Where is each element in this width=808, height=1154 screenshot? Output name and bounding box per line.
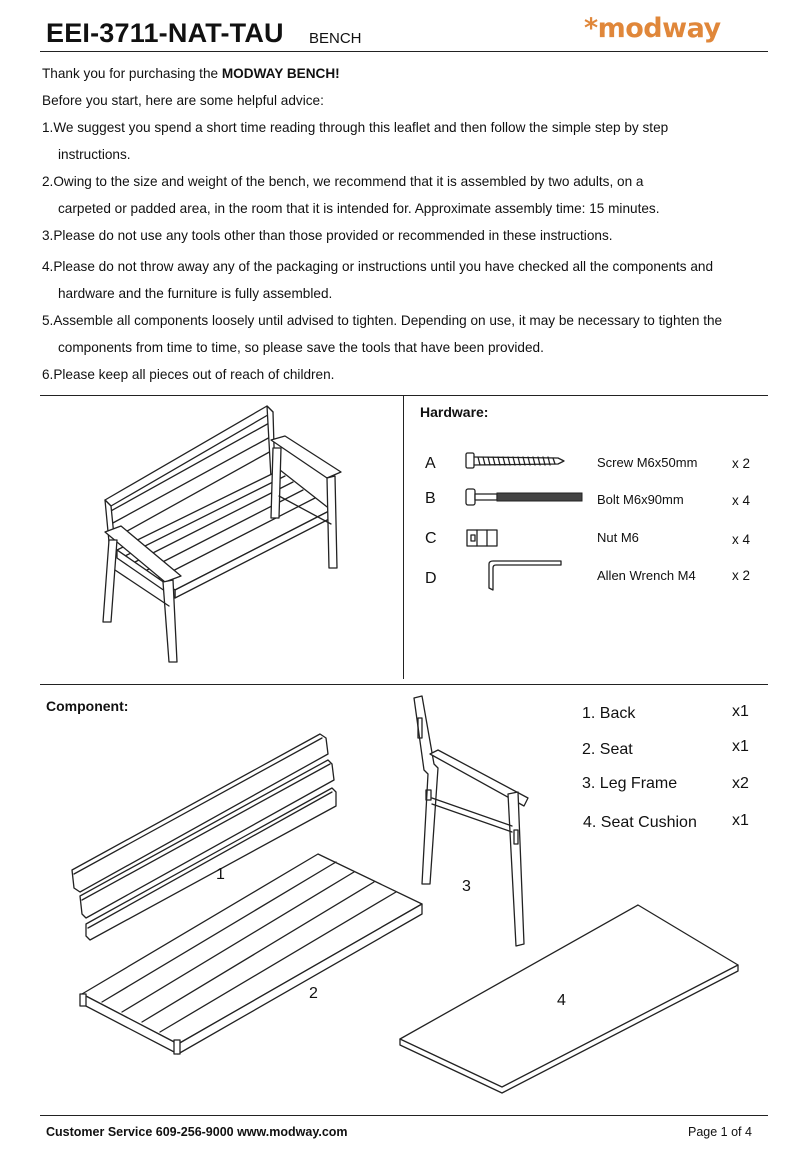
advice-item-2-cont: carpeted or padded area, in the room that it is intended for. Approximate assembly time: 15 minutes. <box>58 201 660 216</box>
component-qty-seat: x1 <box>732 738 749 755</box>
thanks-text: Thank you for purchasing the <box>42 66 222 81</box>
hardware-name-c: Nut M6 <box>597 530 639 545</box>
component-label-4: 4 <box>557 992 566 1009</box>
advice-item-4-cont: hardware and the furniture is fully assembled. <box>58 286 333 301</box>
hardware-name-b: Bolt M6x90mm <box>597 492 684 507</box>
screw-icon <box>466 452 566 470</box>
hardware-letter-b: B <box>425 490 436 507</box>
left-back-leg <box>103 540 117 622</box>
advice-item-5-cont: components from time to time, so please save the tools that have been provided. <box>58 340 544 355</box>
product-name: MODWAY BENCH! <box>221 66 340 81</box>
seat-component-illustration <box>78 852 428 1057</box>
footer-rule <box>40 1115 768 1116</box>
hardware-name-d: Allen Wrench M4 <box>597 568 696 583</box>
hardware-qty-b: x 4 <box>732 493 751 508</box>
advice-item-1-cont: instructions. <box>58 147 131 162</box>
component-label-2: 2 <box>309 985 318 1002</box>
hardware-qty-d: x 2 <box>732 568 751 583</box>
component-name-seat: 2. Seat <box>582 741 633 758</box>
hardware-qty-a: x 2 <box>732 456 751 471</box>
advice-item-6: 6.Please keep all pieces out of reach of children. <box>42 367 335 382</box>
component-title: Component: <box>46 698 129 714</box>
advice-item-2: 2.Owing to the size and weight of the bench, we recommend that it is assembled by two adults, on a <box>42 174 644 189</box>
component-name-seat-cushion: 4. Seat Cushion <box>583 814 697 831</box>
hardware-letter-d: D <box>425 570 437 587</box>
component-label-1: 1 <box>216 866 225 883</box>
component-qty-leg-frame: x2 <box>732 775 749 792</box>
nut-icon <box>466 528 500 550</box>
thanks-line <box>42 60 782 87</box>
hardware-letter-a: A <box>425 455 436 472</box>
component-label-3: 3 <box>462 878 471 895</box>
component-qty-back: x1 <box>732 703 749 720</box>
assembled-bench-illustration <box>95 400 355 670</box>
allen-wrench-icon <box>485 558 565 594</box>
hardware-title: Hardware: <box>420 404 489 420</box>
bolt-icon <box>466 488 586 508</box>
section-rule-1 <box>40 395 768 396</box>
advice-item-3: 3.Please do not use any tools other than those provided or recommended in these instructions. <box>42 228 613 243</box>
page-number: Page 1 of 4 <box>688 1125 752 1139</box>
advice-item-1: 1.We suggest you spend a short time reading through this leaflet and then follow the simple step by step <box>42 120 669 135</box>
seat-cushion-illustration <box>398 903 743 1093</box>
hardware-name-a: Screw M6x50mm <box>597 455 698 470</box>
intro-section <box>42 60 782 388</box>
customer-service: Customer Service 609-256-9000 www.modway.com <box>46 1125 348 1139</box>
section-divider <box>403 395 404 679</box>
header-rule <box>40 51 768 52</box>
model-number: EEI-3711-NAT-TAU <box>46 18 284 48</box>
advice-item-5: 5.Assemble all components loosely until advised to tighten. Depending on use, it may be necessary to tighten the <box>42 313 723 328</box>
advice-line: Before you start, here are some helpful advice: <box>42 93 324 108</box>
advice-item-4: 4.Please do not throw away any of the packaging or instructions until you have checked all the components and <box>42 259 714 274</box>
hardware-qty-c: x 4 <box>732 532 751 547</box>
section-rule-2 <box>40 684 768 685</box>
component-qty-seat-cushion: x1 <box>732 812 749 829</box>
component-name-leg-frame: 3. Leg Frame <box>582 775 678 792</box>
brand-logo: *modway <box>584 13 721 44</box>
hardware-letter-c: C <box>425 530 437 547</box>
product-type: BENCH <box>309 30 362 47</box>
component-name-back: 1. Back <box>582 705 636 722</box>
